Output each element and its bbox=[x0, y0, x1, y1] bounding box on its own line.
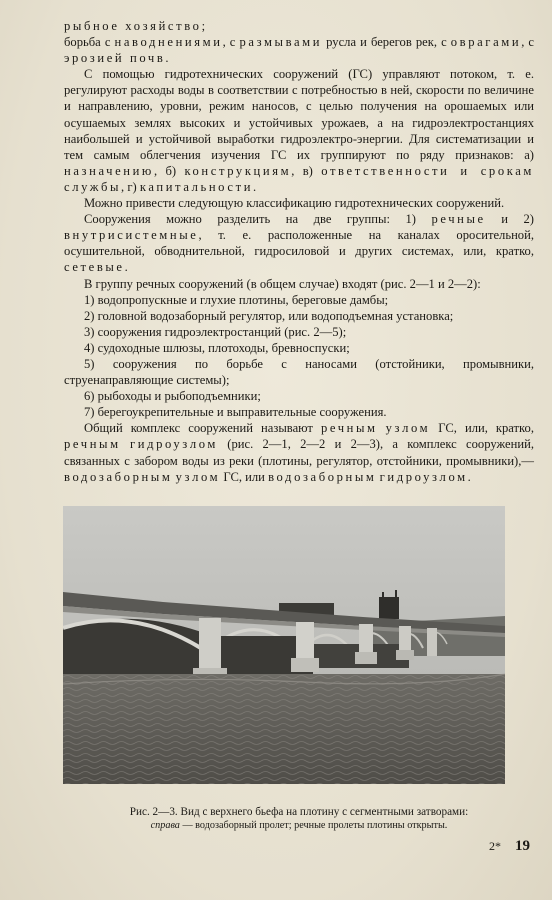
text-run: и 2) bbox=[485, 212, 534, 227]
text-run: С помощью гидротехнических сооружений (ГС) управляют потоком, т. е. регулируют расходы воды в соответствии с потребностью в ней, скорости по величине и направлению, уровни, режим наносов, с целью получения на орошаемых или осушаемых землях высоких и устойчивых урожаев, а на гидроэлектростанциях наибольшей и устойчивой выработки гидроэлектро-энергии. Для систематизации и тем самым облегчения изучения ГС их группируют по ряду признаков: а) bbox=[64, 67, 534, 162]
spaced-term: водозаборным bbox=[64, 469, 173, 484]
spaced-term: срокам bbox=[480, 163, 535, 178]
text-run: (рис. 2—1, 2—2 и 2—3), а комплекс сооружений, связанных с забором воды из реки (плотины, регулятор, отстойники, промывники),— bbox=[64, 437, 534, 468]
text-run: , б) bbox=[153, 163, 185, 178]
text-run: , с bbox=[222, 35, 240, 50]
spaced-term: наводнениями bbox=[114, 35, 223, 50]
text-run: , в) bbox=[291, 163, 322, 178]
spaced-term: узлом bbox=[385, 421, 431, 436]
spaced-term: размывами bbox=[239, 35, 323, 50]
spaced-term: водозаборным bbox=[268, 469, 377, 484]
spaced-term: эрозией bbox=[64, 51, 125, 66]
spaced-term: конструкциям bbox=[184, 163, 292, 178]
text-run bbox=[121, 437, 130, 451]
text-run: борьба с bbox=[64, 35, 115, 50]
figure-caption bbox=[64, 805, 534, 833]
text-run: ГС, или bbox=[220, 469, 269, 484]
spaced-term: службы bbox=[64, 179, 122, 194]
spaced-term: ответственности bbox=[321, 163, 450, 178]
paragraph bbox=[64, 18, 534, 34]
paragraph bbox=[64, 420, 534, 484]
text-run: Сооружения можно разделить на две группы: 1) bbox=[84, 212, 432, 227]
spaced-term: назначению bbox=[64, 163, 154, 178]
signature-mark: 2* bbox=[489, 839, 501, 853]
text-run bbox=[378, 421, 386, 435]
text-run: и bbox=[449, 163, 481, 178]
paragraph: В группу речных сооружений (в общем случае) входят (рис. 2—1 и 2—2): bbox=[84, 276, 481, 291]
text-run: . bbox=[253, 179, 257, 194]
spaced-term: гидроузлом bbox=[379, 469, 468, 484]
paragraph bbox=[64, 66, 534, 195]
spaced-term: узлом bbox=[175, 469, 221, 484]
spaced-term: внутрисистемные bbox=[64, 228, 199, 243]
caption-detail bbox=[64, 819, 534, 833]
list-item: 7) берегоукрепительные и выправительные сооружения. bbox=[84, 405, 387, 420]
caption-rest: — водозаборный пролет; речные пролеты плотины открыты. bbox=[179, 820, 448, 831]
list-item: 5) сооружения по борьбе с наносами (отстойники, промывники, струенаправляющие системы); bbox=[64, 356, 534, 388]
caption-italic: справа bbox=[150, 820, 180, 831]
paragraph bbox=[64, 211, 534, 275]
spaced-term: речным bbox=[64, 437, 121, 452]
text-run: , т. е. расположенные на каналах оросительной, осушительной, обводнительной, гидросиловой и других системах, или, кратко, bbox=[64, 228, 534, 259]
text-run: ГС, или, кратко, bbox=[430, 421, 534, 436]
text-run: рыбное хозяйство; bbox=[64, 19, 208, 33]
spaced-term: оврагами bbox=[450, 35, 522, 50]
page-number: 19 bbox=[515, 838, 530, 854]
text-run: Общий комплекс сооружений называют bbox=[84, 421, 321, 436]
list-item: 4) судоходные шлюзы, плотоходы, бревноспуски; bbox=[84, 340, 350, 355]
spaced-term: сетевые bbox=[64, 260, 125, 275]
text-run: русла и берегов рек, с bbox=[322, 35, 451, 50]
text-run: . bbox=[467, 469, 471, 484]
list-item: 1) водопропускные и глухие плотины, береговые дамбы; bbox=[84, 292, 389, 307]
text-run: , г) bbox=[121, 179, 140, 194]
spaced-term: капитальности bbox=[139, 179, 254, 194]
body-text bbox=[64, 18, 534, 485]
dam-photo-illustration bbox=[63, 506, 505, 784]
list-item: 6) рыбоходы и рыбоподъемники; bbox=[84, 389, 261, 404]
paragraph bbox=[64, 34, 534, 66]
spaced-term: речные bbox=[431, 212, 486, 227]
page-footer bbox=[489, 838, 530, 855]
caption-title: Рис. 2—3. Вид с верхнего бьефа на плотину с сегментными затворами: bbox=[129, 806, 469, 818]
spaced-term: гидроузлом bbox=[129, 437, 218, 452]
text-run: . bbox=[124, 260, 128, 275]
text-run: , с bbox=[521, 35, 535, 50]
list-item: 2) головной водозаборный регулятор, или водоподъемная установка; bbox=[84, 308, 454, 323]
dam-photograph bbox=[63, 506, 505, 784]
list-item: 3) сооружения гидроэлектростанций (рис. 2—5); bbox=[84, 324, 347, 339]
text-run: почв. bbox=[124, 51, 172, 66]
paragraph: Можно привести следующую классификацию гидротехнических сооружений. bbox=[84, 196, 505, 211]
spaced-term: речным bbox=[320, 421, 378, 436]
